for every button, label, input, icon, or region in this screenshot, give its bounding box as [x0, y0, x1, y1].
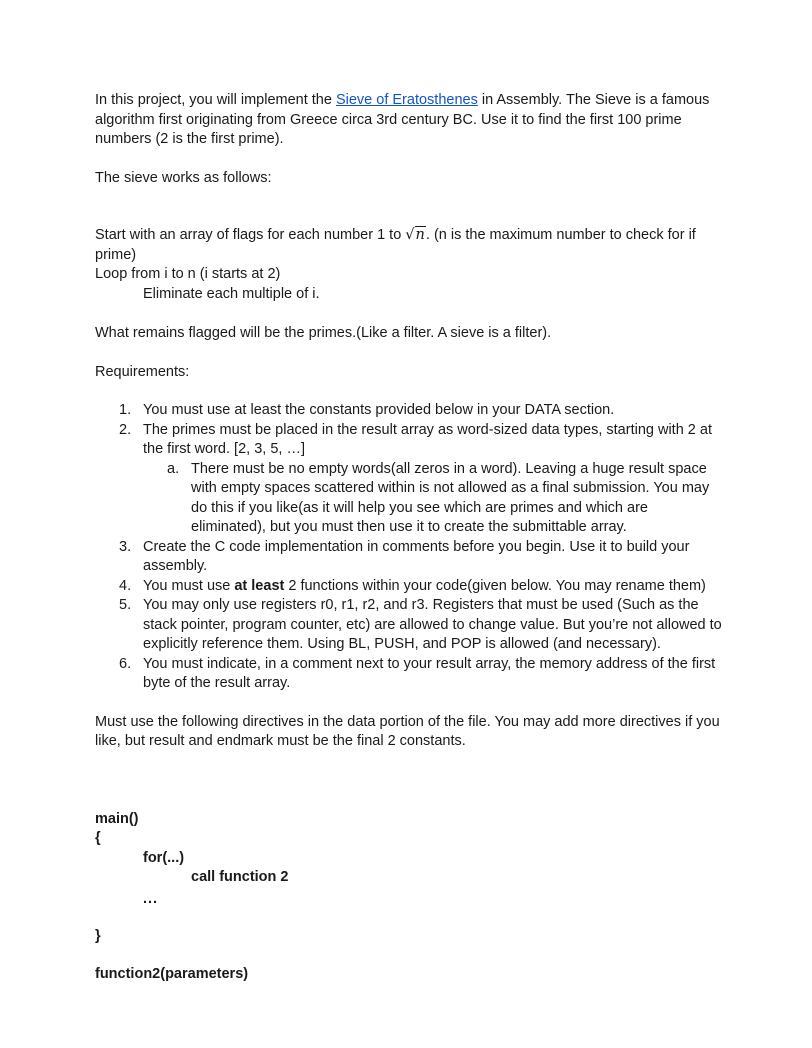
requirement-text: You must use at least the constants provided below in your DATA section. [143, 402, 615, 418]
requirement-text-end: 2 functions within your code(given below. You may rename them) [284, 577, 706, 594]
code-main: main() [95, 810, 139, 827]
pseudocode-block [95, 810, 723, 985]
requirement-text: Create the C code implementation in comments before you begin. Use it to build your assembly. [143, 538, 690, 574]
requirement-text: The primes must be placed in the result array as word-sized data types, starting with 2 at the first word. [2, 3, 5, …] [143, 421, 712, 457]
requirement-number: 3. [119, 538, 132, 555]
requirement-number: 4. [119, 577, 132, 594]
sieve-of-eratosthenes-link[interactable]: Sieve of Eratosthenes [335, 92, 478, 108]
algorithm-start [95, 226, 723, 265]
code-open-brace: { [95, 830, 101, 846]
requirement-sublist [143, 460, 723, 538]
directives-paragraph: Must use the following directives in the data portion of the file. You may add more directives if you like, but result and endmark must be the final 2 constants. [95, 713, 720, 749]
code-for-loop: for(...) [143, 849, 185, 866]
requirement-number: 1. [119, 402, 132, 418]
requirement-subitem [143, 460, 723, 538]
requirements-heading: Requirements: [95, 363, 190, 380]
algorithm-loop: Loop from i to n (i starts at 2) [95, 266, 281, 282]
code-call-function: call function 2 [191, 869, 289, 885]
intro-text-start: In this project, you will implement the [95, 92, 336, 108]
subitem-letter: a. [167, 460, 180, 477]
requirement-text: You must use [143, 577, 235, 594]
intro-text-end: in Assembly. The Sieve is a famous algorithm first originating from Greece circa 3rd century BC. Use it to find the first 100 prime numbers (2 is the first prime). [95, 92, 710, 147]
requirement-item [95, 401, 723, 421]
sqrt-n-formula [405, 226, 426, 246]
requirement-text: You may only use registers r0, r1, r2, and r3. Registers that must be used (Such as the stack pointer, program counter, etc) are allowed to change value. But you’re not allowed to explicitly reference them. Using BL, PUSH, and POP is allowed (and necessary). [143, 597, 722, 652]
requirement-item [95, 421, 723, 538]
requirement-item [95, 655, 723, 694]
requirement-item [95, 596, 723, 655]
subitem-text: There must be no empty words(all zeros in a word). Leaving a huge result space with empty spaces scattered within is not allowed as a final submission. You may do this if you like(as it will help you see which are primes and which are eliminated), but you must then use it to create the submittable array. [191, 460, 710, 535]
radical-sign: √ [405, 227, 415, 243]
intro-paragraph [95, 91, 723, 150]
code-ellipsis: ... [143, 890, 159, 907]
requirement-bold-text: at least [234, 577, 285, 594]
algorithm-start-text-end: . (n is the maximum number to check for if prime) [95, 227, 696, 263]
radicand: n [415, 227, 425, 243]
document-body [95, 91, 723, 984]
requirement-item [95, 538, 723, 577]
code-close-brace: } [95, 928, 101, 944]
code-function2: function2(parameters) [95, 965, 249, 982]
sieve-intro: The sieve works as follows: [95, 169, 272, 186]
requirement-number: 2. [119, 421, 132, 438]
remains-paragraph: What remains flagged will be the primes.(Like a filter. A sieve is a filter). [95, 325, 552, 341]
requirement-item [95, 577, 723, 597]
requirements-list [95, 401, 723, 694]
requirement-text: You must indicate, in a comment next to your result array, the memory address of the first byte of the result array. [143, 655, 716, 691]
algorithm-start-text: Start with an array of flags for each number 1 to [95, 227, 406, 243]
requirement-number: 6. [119, 655, 132, 672]
requirement-number: 5. [119, 597, 132, 613]
algorithm-eliminate: Eliminate each multiple of i. [143, 285, 320, 302]
